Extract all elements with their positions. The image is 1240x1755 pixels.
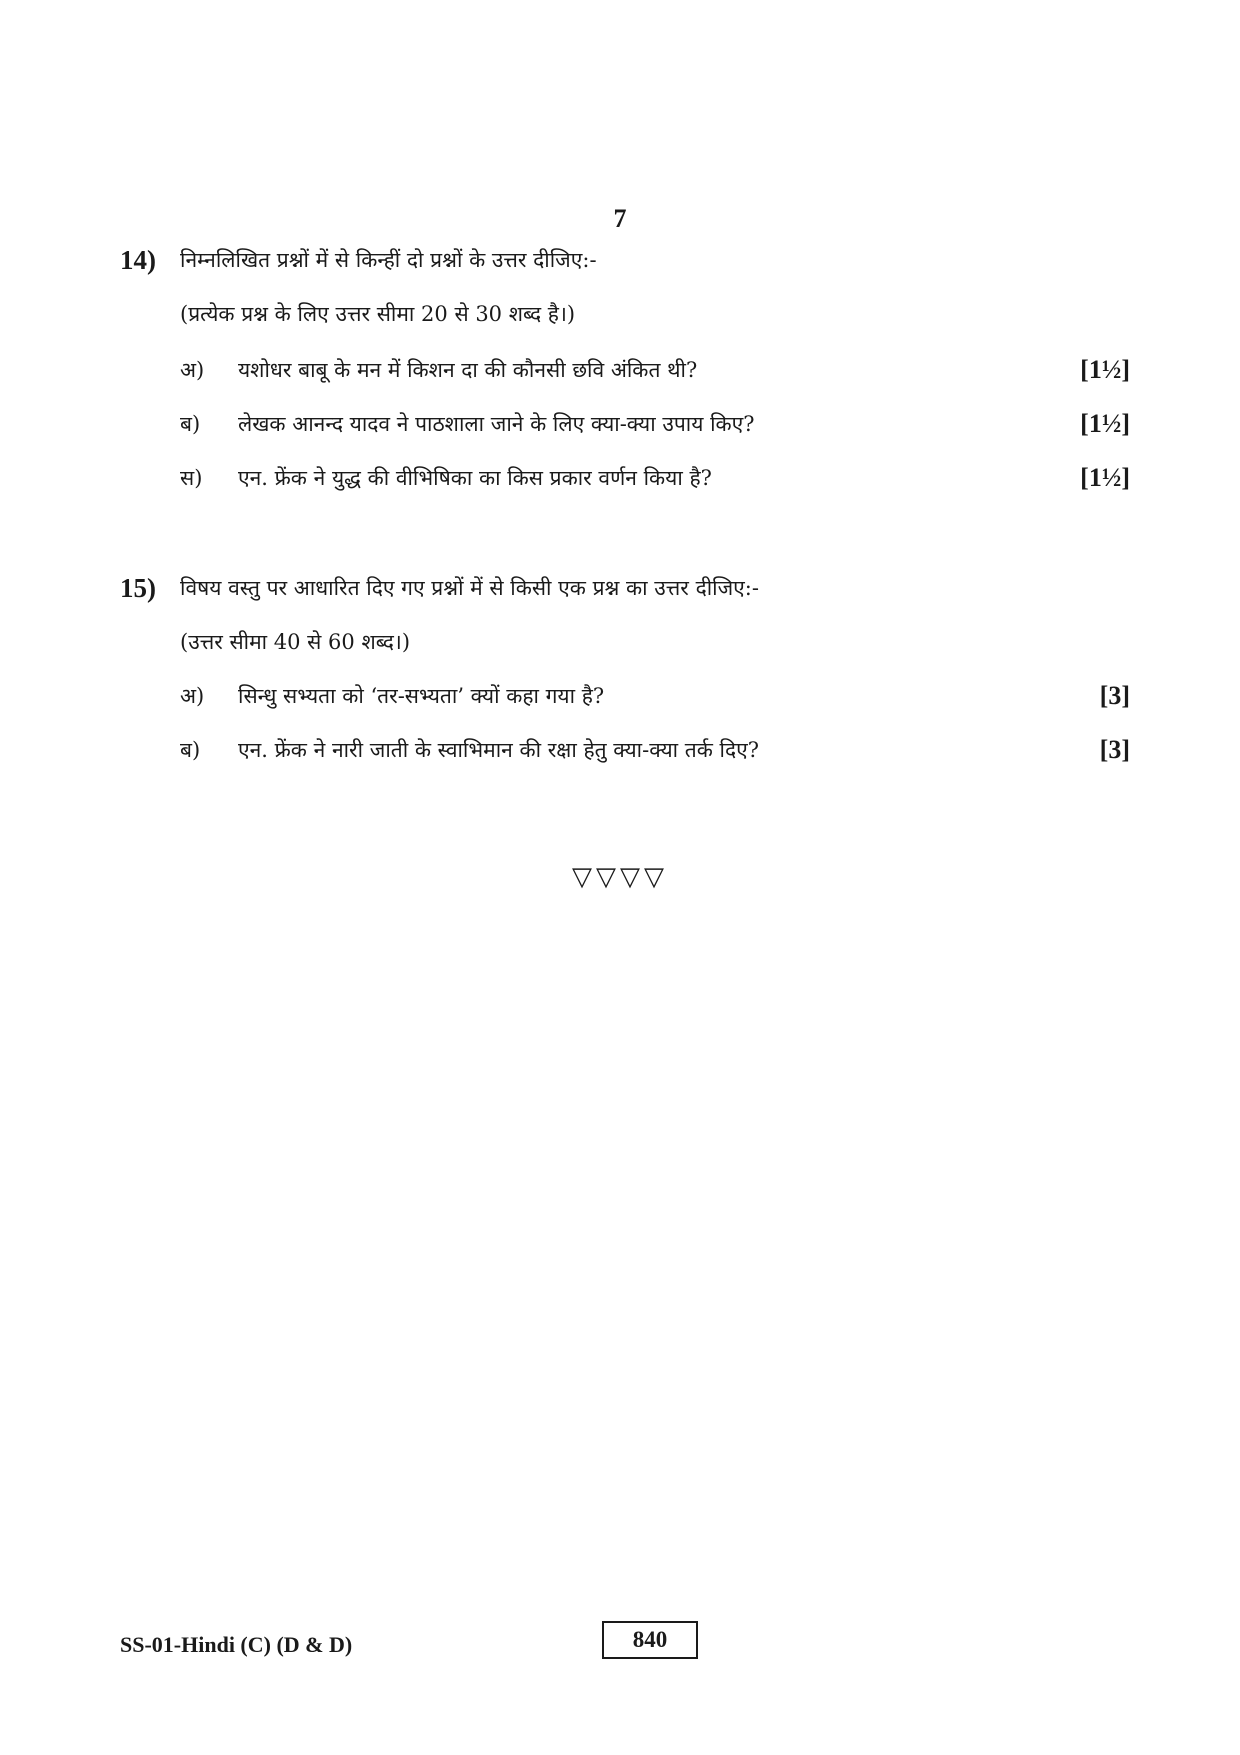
option-marks: [3] <box>1099 681 1130 710</box>
option-label: ब) <box>180 738 201 762</box>
question-option <box>180 730 1130 770</box>
paper-number-box: 840 <box>602 1621 698 1659</box>
question-title: निम्नलिखित प्रश्नों में से किन्हीं दो प्रश्नों के उत्तर दीजिए:- <box>180 248 597 272</box>
option-text: एन. फ्रेंक ने युद्ध की वीभिषिका का किस प्रकार वर्णन किया है? <box>238 466 712 490</box>
option-label: स) <box>180 466 203 490</box>
option-marks: [1½] <box>1080 355 1130 384</box>
question-number: 14) <box>120 245 156 275</box>
option-label: अ) <box>180 358 205 382</box>
option-label: ब) <box>180 412 201 436</box>
option-text: यशोधर बाबू के मन में किशन दा की कौनसी छवि अंकित थी? <box>238 358 698 382</box>
option-text: सिन्धु सभ्यता को ‘तर-सभ्यता’ क्यों कहा गया है? <box>238 684 605 708</box>
question-note: (प्रत्येक प्रश्न के लिए उत्तर सीमा 20 से 30 शब्द है।) <box>180 302 576 326</box>
question-15 <box>120 568 1130 764</box>
option-marks: [1½] <box>1080 463 1130 492</box>
end-of-paper-triangles-icon: ▽▽▽▽ <box>572 862 668 892</box>
option-text: एन. फ्रेंक ने नारी जाती के स्वाभिमान की रक्षा हेतु क्या-क्या तर्क दिए? <box>238 738 759 762</box>
option-text: लेखक आनन्द यादव ने पाठशाला जाने के लिए क्या-क्या उपाय किए? <box>238 412 755 436</box>
question-option <box>180 676 1130 716</box>
question-option <box>180 404 1130 444</box>
question-title: विषय वस्तु पर आधारित दिए गए प्रश्नों में से किसी एक प्रश्न का उत्तर दीजिए:- <box>180 576 759 600</box>
question-number: 15) <box>120 573 156 603</box>
paper-code: SS-01-Hindi (C) (D & D) <box>120 1632 353 1657</box>
question-note: (उत्तर सीमा 40 से 60 शब्द।) <box>180 630 411 654</box>
page-number: 7 <box>613 204 627 233</box>
option-marks: [3] <box>1099 735 1130 764</box>
question-option <box>180 350 1130 390</box>
option-label: अ) <box>180 684 205 708</box>
question-option <box>180 458 1130 498</box>
question-14 <box>120 240 1130 492</box>
option-marks: [1½] <box>1080 409 1130 438</box>
